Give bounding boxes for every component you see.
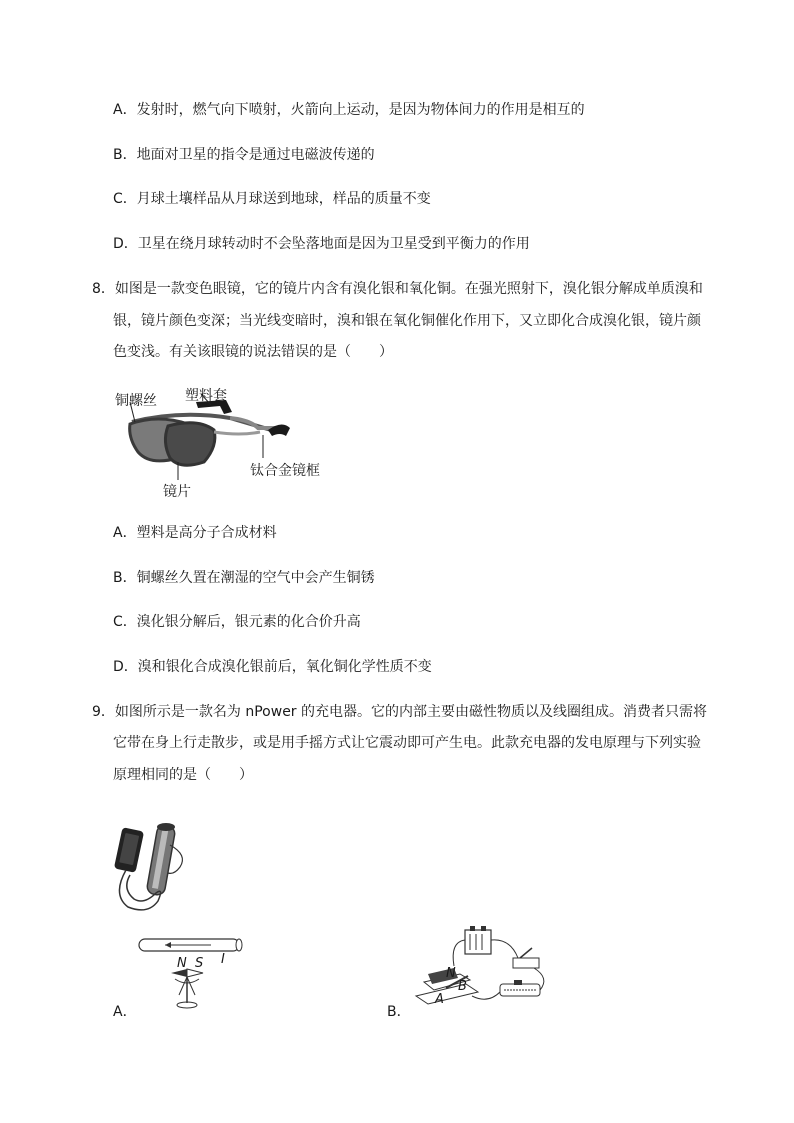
oersted-illustration [135, 935, 250, 1015]
label-copper-screw: 铜螺丝 [115, 393, 157, 409]
q7-option-b: B．地面对卫星的指令是通过电磁波传递的 [113, 147, 375, 163]
q8-stem-line-2: 银，镜片颜色变深；当光线变暗时，溴和银在氧化铜催化作用下，又立即化合成溴化银，镜片颜 [113, 313, 701, 329]
induction-illustration [410, 922, 560, 1017]
fig-b-label-n: N [446, 966, 456, 981]
npower-charger-figure [108, 815, 203, 920]
charger-illustration [108, 815, 203, 920]
label-lens: 镜片 [163, 484, 191, 500]
q9-stem-line-3: 原理相同的是（ ） [113, 767, 253, 783]
label-plastic-sleeve: 塑料套 [185, 388, 227, 404]
fig-b-label-b: B [458, 979, 467, 994]
fig-a-label-s: S [195, 956, 204, 971]
q8-option-c: C．溴化银分解后，银元素的化合价升高 [113, 614, 361, 630]
q7-option-d: D．卫星在绕月球转动时不会坠落地面是因为卫星受到平衡力的作用 [113, 236, 530, 252]
q8-option-d: D．溴和银化合成溴化银前后，氧化铜化学性质不变 [113, 659, 432, 675]
q9-stem-line-2: 它带在身上行走散步，或是用手摇方式让它震动即可产生电。此款充电器的发电原理与下列实验 [113, 735, 701, 751]
fig-a-label-n: N [177, 956, 187, 971]
q9-stem-line-1: 9．如图所示是一款名为 nPower 的充电器。它的内部主要由磁性物质以及线圈组成。消费者只需将 [92, 704, 708, 720]
label-titanium-frame: 钛合金镜框 [250, 463, 320, 479]
q8-option-a: A．塑料是高分子合成材料 [113, 525, 277, 541]
q8-option-b: B．铜螺丝久置在潮湿的空气中会产生铜锈 [113, 570, 375, 586]
q9-option-b-label: B． [387, 1004, 411, 1020]
fig-b-label-a: A [435, 992, 444, 1007]
fig-b-induction [410, 922, 560, 1017]
fig-a-label-i: I [221, 952, 225, 967]
q8-stem-line-1: 8．如图是一款变色眼镜，它的镜片内含有溴化银和氧化铜。在强光照射下，溴化银分解成单质溴和 [92, 281, 703, 297]
sunglasses-figure [110, 380, 320, 505]
q8-stem-line-3: 色变浅。有关该眼镜的说法错误的是（ ） [113, 344, 393, 360]
q9-option-a-label: A． [113, 1004, 137, 1020]
q7-option-a: A．发射时，燃气向下喷射，火箭向上运动，是因为物体间力的作用是相互的 [113, 102, 585, 118]
fig-a-oersted [135, 935, 250, 1015]
q7-option-c: C．月球土壤样品从月球送到地球，样品的质量不变 [113, 191, 431, 207]
